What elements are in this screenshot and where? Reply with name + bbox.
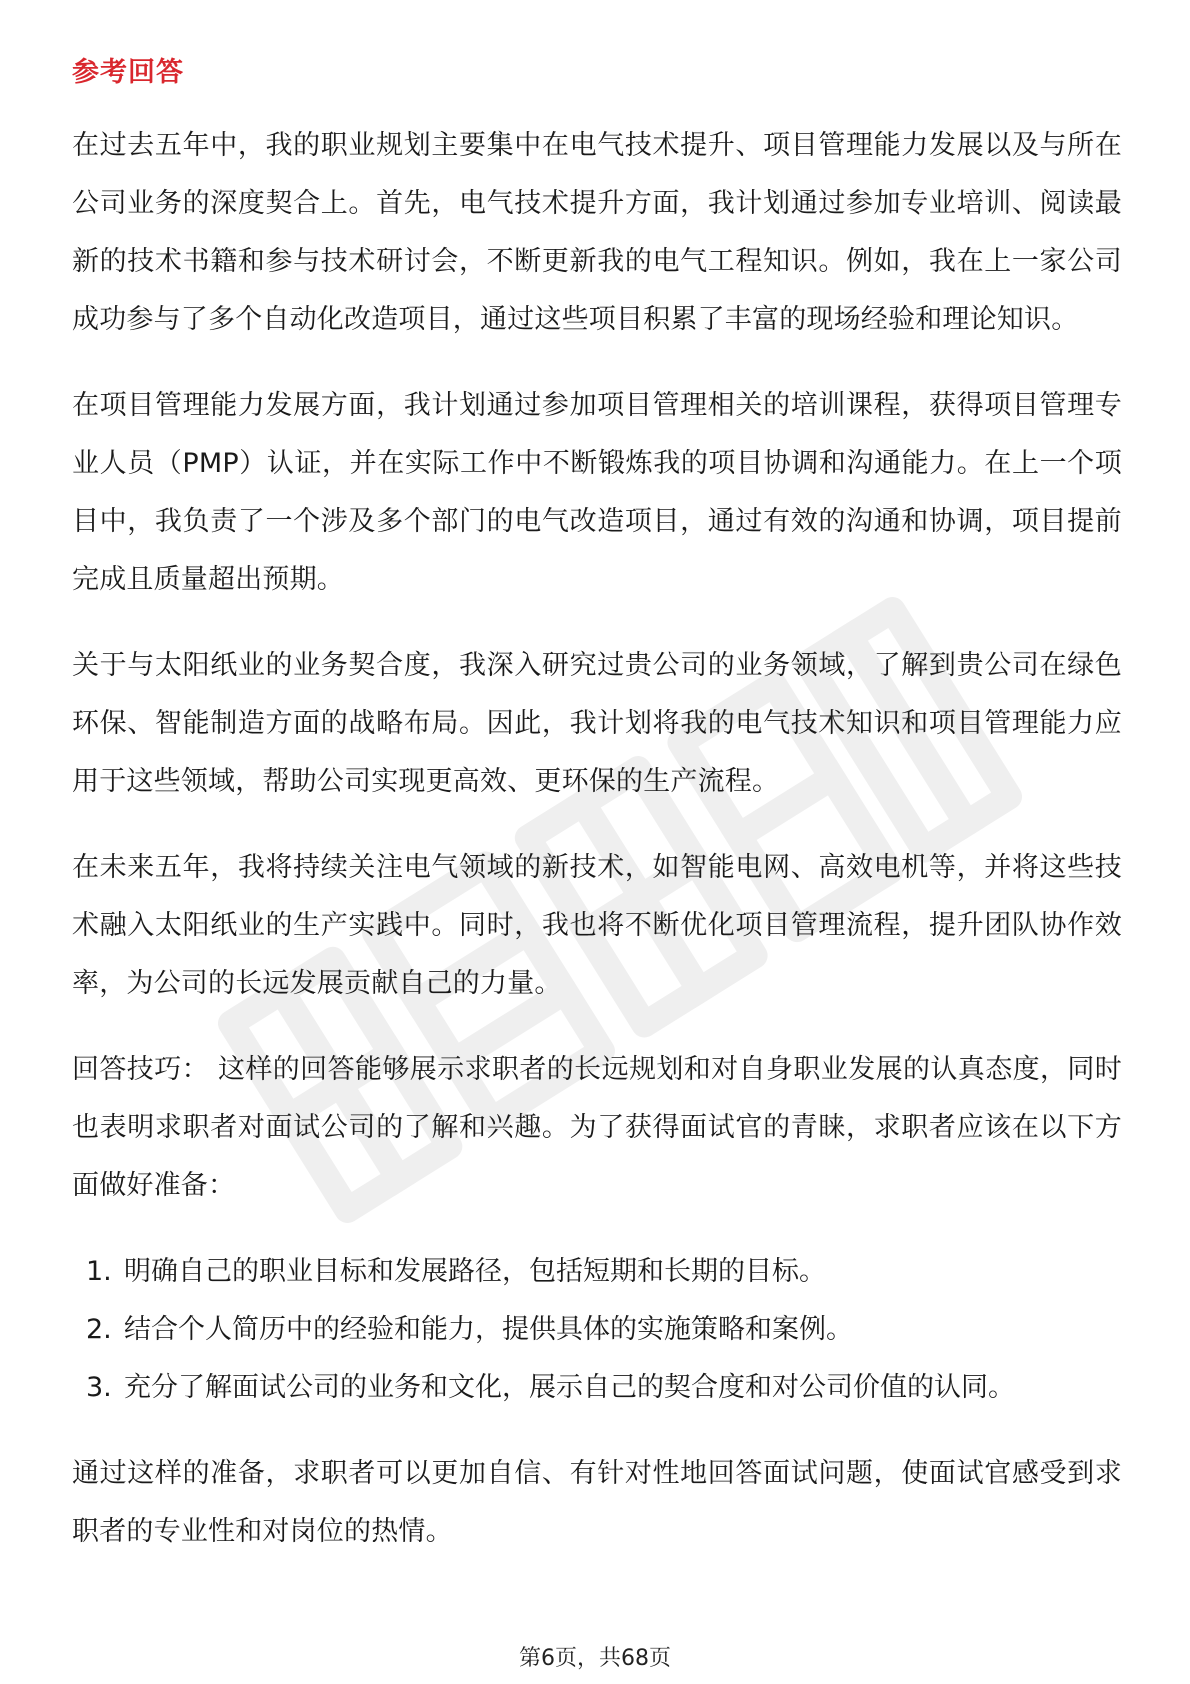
- paragraph-closing: 通过这样的准备，求职者可以更加自信、有针对性地回答面试问题，使面试官感受到求职者的专业性和对岗位的热情。: [72, 1458, 1122, 1547]
- list-item: [72, 1301, 1122, 1359]
- list-item: [72, 1359, 1122, 1417]
- list-item-text: 明确自己的职业目标和发展路径，包括短期和长期的目标。: [124, 1256, 826, 1287]
- page-number: 第6页，共68页: [519, 1646, 671, 1671]
- tips-list: [72, 1243, 1122, 1417]
- list-item-text: 结合个人简历中的经验和能力，提供具体的实施策略和案例。: [124, 1314, 853, 1345]
- list-item-text: 充分了解面试公司的业务和文化，展示自己的契合度和对公司价值的认同。: [124, 1372, 1015, 1403]
- list-item-number: 1.: [86, 1256, 112, 1287]
- paragraph-future-plan: 在未来五年，我将持续关注电气领域的新技术，如智能电网、高效电机等，并将这些技术融入太阳纸业的生产实践中。同时，我也将不断优化项目管理流程，提升团队协作效率，为公司的长远发展贡献自己的力量。: [72, 852, 1122, 999]
- list-item-number: 2.: [86, 1314, 112, 1345]
- paragraph-project-management: 在项目管理能力发展方面，我计划通过参加项目管理相关的培训课程，获得项目管理专业人员（PMP）认证，并在实际工作中不断锻炼我的项目协调和沟通能力。在上一个项目中，我负责了一个涉及多个部门的电气改造项目，通过有效的沟通和协调，项目提前完成且质量超出预期。: [72, 390, 1122, 595]
- paragraph-career-plan: 在过去五年中，我的职业规划主要集中在电气技术提升、项目管理能力发展以及与所在公司业务的深度契合上。首先，电气技术提升方面，我计划通过参加专业培训、阅读最新的技术书籍和参与技术研讨会，不断更新我的电气工程知识。例如，我在上一家公司成功参与了多个自动化改造项目，通过这些项目积累了丰富的现场经验和理论知识。: [72, 130, 1122, 335]
- list-item-number: 3.: [86, 1372, 112, 1403]
- list-item: [72, 1243, 1122, 1301]
- answer-content: [72, 117, 1122, 1589]
- section-heading: 参考回答: [72, 57, 184, 88]
- paragraph-company-fit: 关于与太阳纸业的业务契合度，我深入研究过贵公司的业务领域，了解到贵公司在绿色环保、智能制造方面的战略布局。因此，我计划将我的电气技术知识和项目管理能力应用于这些领域，帮助公司实现更高效、更环保的生产流程。: [72, 650, 1122, 797]
- paragraph-answer-tips: 回答技巧： 这样的回答能够展示求职者的长远规划和对自身职业发展的认真态度，同时也表明求职者对面试公司的了解和兴趣。为了获得面试官的青睐，求职者应该在以下方面做好准备：: [72, 1054, 1122, 1201]
